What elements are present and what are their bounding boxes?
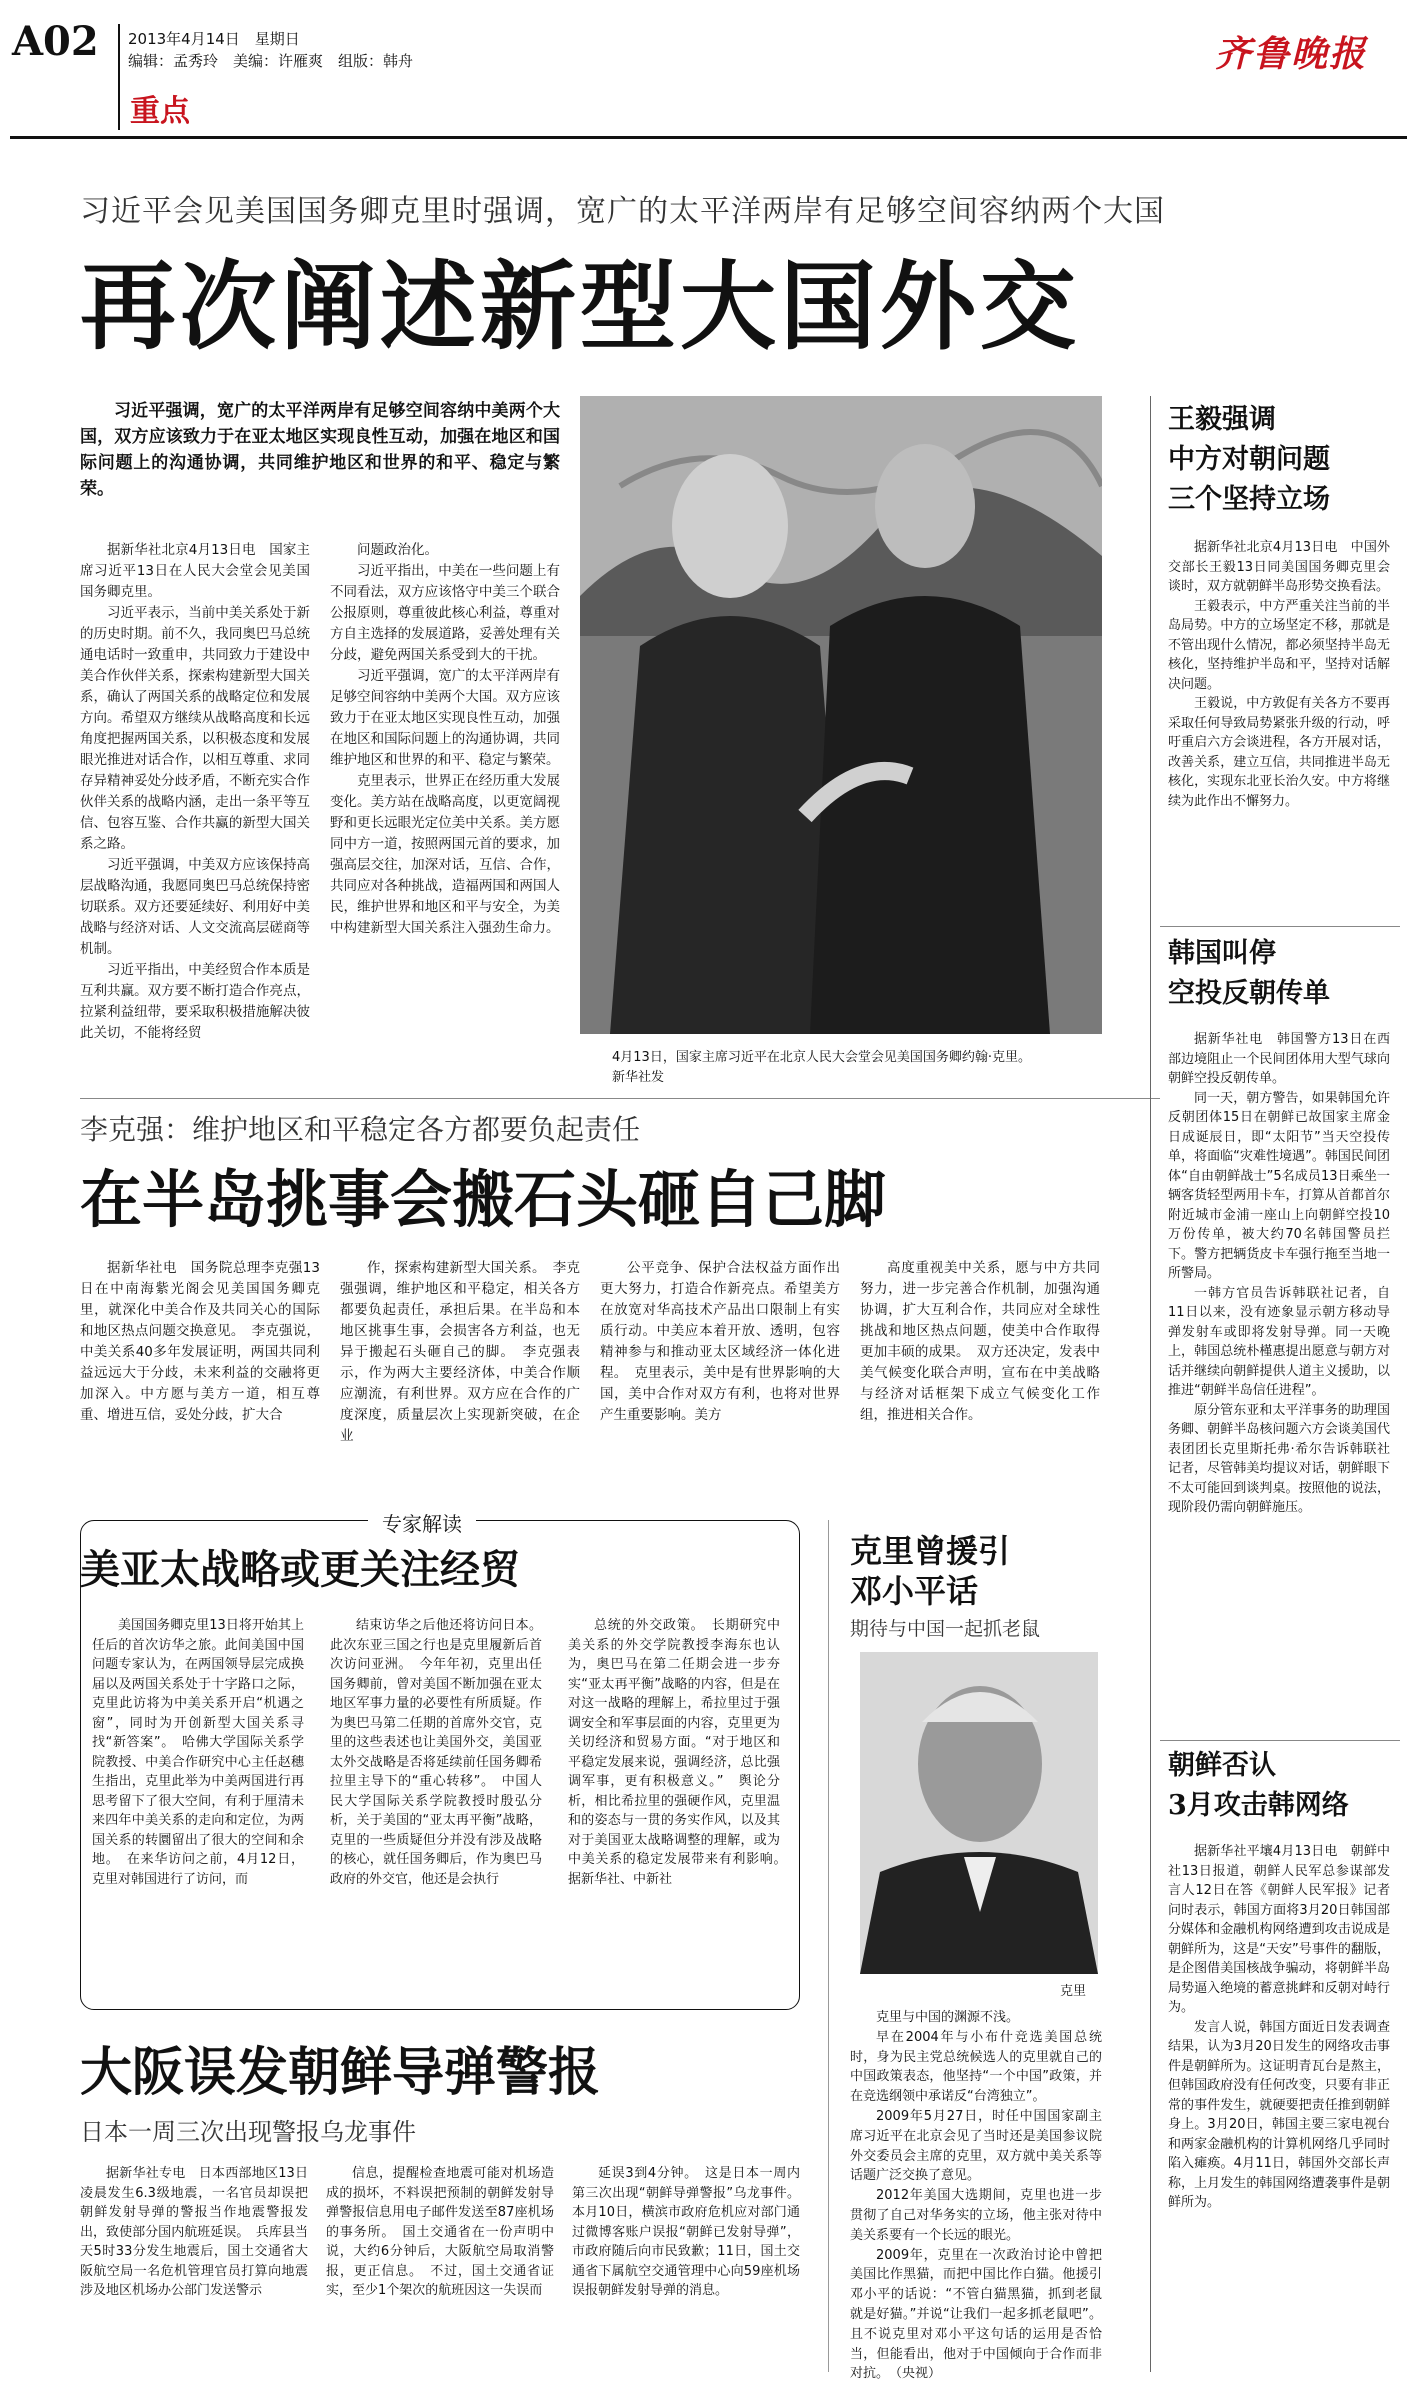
expert-body-col2: 结束访华之后他还将访问日本。此次东亚三国之行也是克里履新后首次访问亚洲。 今年年初，克里出任国务卿前，曾对美国不断加强在亚太地区军事力量的必要性有所质疑。作为奥巴马第二任期的首席外交官，克里的这些表述也让美国外交，美国亚太外交战略是否将延续前任国务卿希拉里主导下的“重心转移”。 中国人民大学国际关系学院教授时殷弘分析，关于美国的“亚太再平衡”战略，克里的一些质疑但分并没有涉及战略的核心，就任国务卿后，作为奥巴马政府的外交官，他还是会执行 (330, 1618, 542, 1887)
second-body-col3: 公平竞争、保护合法权益方面作出更大努力，打造合作新亮点。希望美方在放宽对华高技术产品出口限制上有实质行动。中美应本着开放、透明，包容精神参与和推动亚太区域经济一体化进程。 克里表示，美中是有世界影响的大国，美中合作对双方有利，也将对世界产生重要影响。美方 (600, 1260, 840, 1423)
sidebar-headline-dprk-denial: 朝鲜否认 3月攻击韩网络 (1168, 1750, 1349, 1821)
sidebar-body-dprk-denial: 据新华社平壤4月13日电 朝鲜中社13日报道，朝鲜人民军总参谋部发言人12日在答《朝鲜人民军报》记者问时表示，韩国方面将3月20日韩国部分媒体和金融机构网络遭到攻击说成是朝鲜所为，这是“天安”号事件的翻版，是企图借美国核战争骗动，将朝鲜半岛局势逼入绝境的蓄意挑衅和反朝对峙行为。 发言人说，韩国方面近日发表调查结果，认为3月20日发生的网络攻击事件是朝鲜所为。这证明青瓦台是熬主，但韩国政府没有任何改变，只要有非正常的事件发生，就硬要把责任推到朝鲜身上。3月20日，韩国主要三家电视台和两家金融机构的计算机网络几乎同时陷入瘫痪。4月11日，韩国外交部长声称，上月发生的韩国网络遭袭事件是朝鲜所为。 (1168, 1844, 1390, 2210)
section-label: 重点 (130, 94, 190, 129)
kerry-photo (860, 1652, 1098, 1974)
sidebar-headline-korea-leaflets: 韩国叫停 空投反朝传单 (1168, 938, 1330, 1009)
sidebar-body-wangyi: 据新华社北京4月13日电 中国外交部长王毅13日同美国国务卿克里会谈时，双方就朝鲜半岛形势交换看法。 王毅表示，中方严重关注当前的半岛局势。中方的立场坚定不移，那就是不管出现什么情况，都必须坚持半岛无核化，坚持维护半岛和平，坚持对话解决问题。 王毅说，中方敦促有关各方不要再采取任何导致局势紧张升级的行动，呼吁重启六方会谈进程，各方开展对话，改善关系，建立互信，共同推进半岛无核化，实现东北亚长治久安。中方将继续为此作出不懈努力。 (1168, 540, 1390, 809)
date-line: 2013年4月14日 星期日 (128, 30, 300, 48)
editors-line: 编辑：孟秀玲 美编：许雁爽 组版：韩舟 (128, 52, 414, 70)
page-number: A02 (12, 18, 99, 65)
expert-body-col3: 总统的外交政策。 长期研究中美关系的外交学院教授李海东也认为，奥巴马在第二任期会进一步夯实“亚太再平衡”战略的内容，但是在对这一战略的理解上，希拉里过于强调安全和军事层面的内容，克里更为关切经济和贸易方面。“对于地区和平稳定发展来说，强调经济，总比强调军事，更有积极意义。” 舆论分析，相比希拉里的强硬作风，克里温和的姿态与一贯的务实作风，以及其对于美国亚太战略调整的理解，或为中美关系的稳定发展带来有利影响。 据新华社、中新社 (568, 1618, 794, 1887)
kerry-body: 克里与中国的渊源不浅。 早在2004年与小布什竞选美国总统时，身为民主党总统候选人的克里就自己的中国政策表态，他坚持“一个中国”政策，并在竞选纲领中承诺反“台湾独立”。 2009年5月27日，时任中国国家副主席习近平在北京会见了当时还是美国参议院外交委员会主席的克里，双方就中美关系等话题广泛交换了意见。 2012年美国大选期间，克里也进一步贯彻了自己对华务实的立场，他主张对待中美关系要有一个长远的眼光。 2009年，克里在一次政治讨论中曾把美国比作黑猫，而把中国比作白猫。他援引邓小平的话说：“不管白猫黑猫，抓到老鼠就是好猫。”并说“让我们一起多抓老鼠吧”。且不说克里对邓小平这句话的运用是否恰当，但能看出，他对于中国倾向于合作而非对抗。 （央视） (850, 2010, 1102, 2382)
main-photo-caption: 4月13日，国家主席习近平在北京人民大会堂会见美国国务卿约翰·克里。 新华社发 (612, 1050, 1116, 1085)
xi-kerry-photo (580, 396, 1102, 1034)
expert-body-col1: 美国国务卿克里13日将开始其上任后的首次访华之旅。此间美国中国问题专家认为，在两国领导层完成换届以及两国关系处于十字路口之际，克里此访将为中美关系开启“机遇之窗”，同时为开创新型大国关系寻找“新答案”。 哈佛大学国际关系学院教授、中美合作研究中心主任赵穗生指出，克里此举为中美两国进行再思考留下了很大空间，有利于厘清未来四年中美关系的走向和定位，为两国关系的转圜留出了很大的空间和余地。 在来华访问之前，4月12日，克里对韩国进行了访问，而 (92, 1618, 304, 1887)
main-body-col1: 据新华社北京4月13日电 国家主席习近平13日在人民大会堂会见美国国务卿克里。 习近平表示，当前中美关系处于新的历史时期。前不久，我同奥巴马总统通电话时一致重申，共同致力于建设中美合作伙伴关系，探索构建新型大国关系，确认了两国关系的战略定位和发展方向。希望双方继续从战略高度和长远角度把握两国关系，以积极态度和发展眼光推进对话合作，以相互尊重、求同存异精神妥处分歧矛盾，不断充实合作伙伴关系的战略内涵，走出一条平等互信、包容互鉴、合作共赢的新型大国关系之路。 习近平强调，中美双方应该保持高层战略沟通，我愿同奥巴马总统保持密切联系。双方还要延续好、利用好中美战略与经济对话、人文交流高层磋商等机制。 习近平指出，中美经贸合作本质是互利共赢。双方要不断打造合作亮点，拉紧利益纽带，要采取积极措施解决彼此关切，不能将经贸 (80, 542, 310, 1041)
second-kicker: 李克强：维护地区和平稳定各方都要负起责任 (80, 1113, 641, 1146)
sidebar-headline-wangyi: 王毅强调 中方对朝问题 三个坚持立场 (1168, 404, 1330, 515)
kerry-subhead: 期待与中国一起抓老鼠 (850, 1618, 1041, 1640)
second-body-col4: 高度重视美中关系，愿与中方共同努力，进一步完善合作机制，加强沟通协调，扩大互利合作，共同应对全球性挑战和地区热点问题，使美中合作取得更加丰硕的成果。 双方还决定，发表中美气候变化联合声明，宣布在中美战略与经济对话框架下成立气候变化工作组，推进相关合作。 (860, 1260, 1100, 1423)
osaka-body-col2: 信息，提醒检查地震可能对机场造成的损坏，不料误把预制的朝鲜发射导弹警报信息用电子邮件发送至87座机场的事务所。 国土交通省在一份声明中说，大约6分钟后，大阪航空局取消警报，更正信息。 不过，国土交通省证实，至少1个架次的航班因这一失误而 (326, 2166, 554, 2298)
main-body-col2: 问题政治化。 习近平指出，中美在一些问题上有不同看法，双方应该恪守中美三个联合公报原则，尊重彼此核心利益，尊重对方自主选择的发展道路，妥善处理有关分歧，避免两国关系受到大的干扰。 习近平强调，宽广的太平洋两岸有足够空间容纳中美两个大国。双方应该致力于在亚太地区实现良性互动，加强在地区和国际问题上的沟通协调，共同维护地区和世界的和平、稳定与繁荣。 克里表示，世界正在经历重大发展变化。美方站在战略高度，以更宽阔视野和更长远眼光定位美中关系。美方愿同中方一道，按照两国元首的要求，加强高层交往，加深对话，互信、合作，共同应对各种挑战，造福两国和两国人民，维护世界和地区和平与安全，为美中构建新型大国关系注入强劲生命力。 (330, 542, 560, 936)
sidebar-body-korea-leaflets: 据新华社电 韩国警方13日在西部边境阻止一个民间团体用大型气球向朝鲜空投反朝传单。 同一天，朝方警告，如果韩国允许反朝团体15日在朝鲜已故国家主席金日成诞辰日，即“太阳节”当天空投传单，将面临“灾难性境遇”。韩国民间团体“自由朝鲜战士”5名成员13日乘坐一辆客货轻型两用卡车，打算从首都首尔附近城市金浦一座山上向朝鲜空投10万份传单，被大约70名韩国警员拦下。警方把辆货皮卡车强行拖至当地一所警局。 一韩方官员告诉韩联社记者，自11日以来，没有迹象显示朝方移动导弹发射车或即将发射导弹。同一天晚上，韩国总统朴槿惠提出愿意与朝方对话并继续向朝鲜提供人道主义援助，以推进“朝鲜半岛信任进程”。 原分管东亚和太平洋事务的助理国务卿、朝鲜半岛核问题六方会谈美国代表团团长克里斯托弗·希尔告诉韩联社记者，尽管韩美均提议对话，朝鲜眼下不太可能回到谈判桌。按照他的说法，现阶段仍需向朝鲜施压。 (1168, 1032, 1390, 1515)
expert-tag: 专家解读 (368, 1508, 476, 1537)
main-lead: 习近平强调，宽广的太平洋两岸有足够空间容纳中美两个大国，双方应该致力于在亚太地区实现良性互动，加强在地区和国际问题上的沟通协调，共同维护地区和世界的和平、稳定与繁荣。 (80, 401, 560, 499)
second-headline: 在半岛挑事会搬石头砸自己脚 (80, 1163, 887, 1236)
osaka-subhead: 日本一周三次出现警报乌龙事件 (80, 2118, 416, 2146)
expert-headline: 美亚太战略或更关注经贸 (80, 1546, 520, 1593)
osaka-headline: 大阪误发朝鲜导弹警报 (80, 2042, 601, 2103)
main-kicker: 习近平会见美国国务卿克里时强调，宽广的太平洋两岸有足够空间容纳两个大国 (80, 194, 1165, 229)
main-headline: 再次阐述新型大国外交 (80, 250, 1080, 363)
second-body-col2: 作，探索构建新型大国关系。 李克强强调，维护地区和平稳定，相关各方都要负起责任，承担后果。在半岛和本地区挑事生事，会损害各方利益，也无异于搬起石头砸自己的脚。 李克强表示，作为两大主要经济体，中美合作顺应潮流，有利世界。双方应在合作的广度深度，质量层次上实现新突破，在企业 (340, 1260, 580, 1444)
second-body-col1: 据新华社电 国务院总理李克强13日在中南海紫光阁会见美国国务卿克里，就深化中美合作及共同关心的国际和地区热点问题交换意见。 李克强说，中美关系40多年发展证明，两国共同利益远远大于分歧，未来利益的交融将更加深入。中方愿与美方一道，相互尊重、增进互信，妥处分歧，扩大合 (80, 1260, 320, 1423)
osaka-body-col1: 据新华社专电 日本西部地区13日凌晨发生6.3级地震，一名官员却误把朝鲜发射导弹的警报当作地震警报发出，致使部分国内航班延误。 兵库县当天5时33分发生地震后，国土交通省大阪航空局一名危机管理官员打算向地震涉及地区机场办公部门发送警示 (80, 2166, 308, 2298)
kerry-photo-caption: 克里 (1060, 1984, 1087, 1999)
newspaper-logo: 齐鲁晚报 (1215, 33, 1368, 75)
kerry-headline-line2: 邓小平话 (850, 1572, 979, 1610)
osaka-body-col3: 延误3到4分钟。 这是日本一周内第三次出现“朝鲜导弹警报”乌龙事件。本月10日，横滨市政府危机应对部门通过微博客账户误报“朝鲜已发射导弹”，市政府随后向市民致歉；11日，国土交通省下属航空交通管理中心向59座机场误报朝鲜发射导弹的消息。 (572, 2166, 800, 2298)
kerry-headline-line1: 克里曾援引 (850, 1532, 1011, 1570)
